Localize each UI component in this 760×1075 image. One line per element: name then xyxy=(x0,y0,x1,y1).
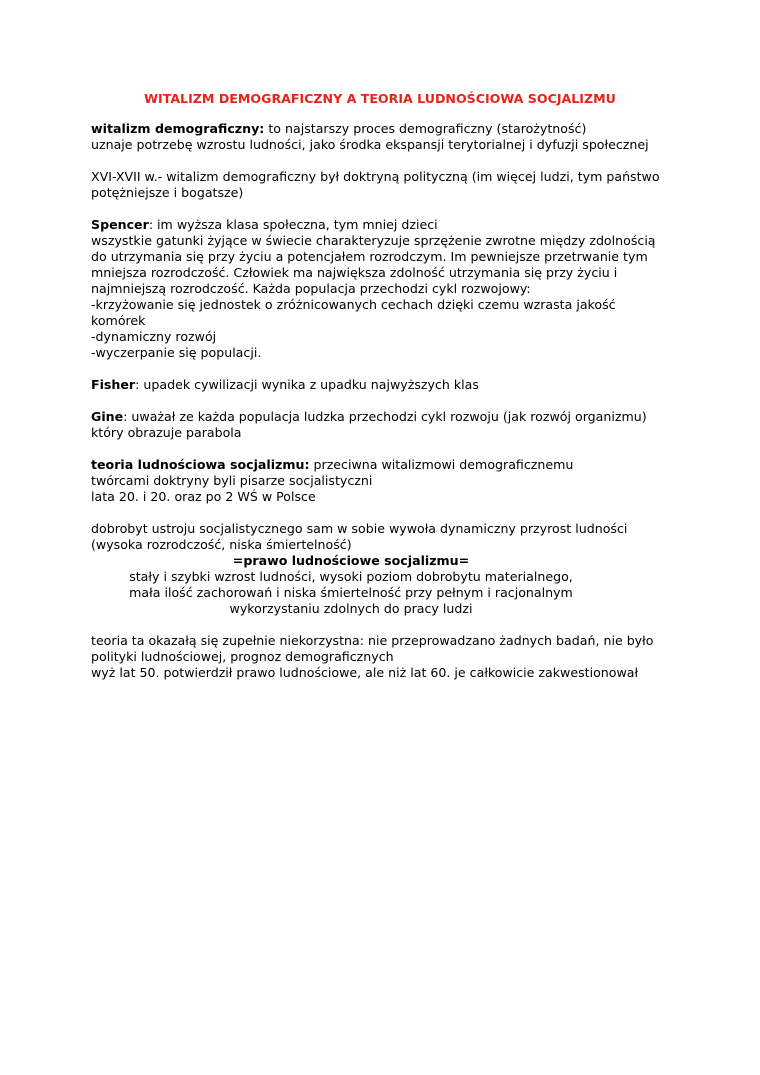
text-line xyxy=(91,377,671,393)
text-line: (wysoka rozrodczość, niska śmiertelność) xyxy=(91,537,352,552)
paragraph-teoria-socjalizmu xyxy=(91,457,671,505)
text-span: to najstarszy proces demograficzny (starożytność) xyxy=(264,121,587,136)
text-span: : upadek cywilizacji wynika z upadku najwyższych klas xyxy=(135,377,479,392)
term-teoria: teoria ludnościowa socjalizmu: xyxy=(91,457,310,472)
term-witalizm: witalizm demograficzny: xyxy=(91,121,265,136)
text-span: : im wyższa klasa społeczna, tym mniej dzieci xyxy=(148,217,438,232)
text-line: dobrobyt ustroju socjalistycznego sam w sobie wywoła dynamiczny przyrost ludności xyxy=(91,521,628,536)
text-line-centered: mała ilość zachorowań i niska śmiertelność przy pełnym i racjonalnym xyxy=(129,585,573,600)
term-fisher: Fisher xyxy=(91,377,136,392)
paragraph-gine xyxy=(91,409,671,441)
text-line-centered: wykorzystaniu zdolnych do pracy ludzi xyxy=(229,601,473,616)
text-line xyxy=(91,121,671,137)
law-heading: =prawo ludnościowe socjalizmu= xyxy=(232,553,470,568)
text-line: -dynamiczny rozwój xyxy=(91,329,217,344)
text-line xyxy=(91,457,671,473)
text-line xyxy=(91,217,671,233)
text-line-centered xyxy=(91,553,611,569)
document-title: WITALIZM DEMOGRAFICZNY A TEORIA LUDNOŚCIOWA SOCJALIZMU xyxy=(144,91,616,106)
paragraph-fisher xyxy=(91,377,671,393)
paragraph-ocena xyxy=(91,633,671,681)
text-line: uznaje potrzebę wzrostu ludności, jako środka ekspansji terytorialnej i dyfuzji społecznej xyxy=(91,137,649,152)
text-line: wyż lat 50. potwierdził prawo ludnościowe, ale niż lat 60. je całkowicie zakwestionował xyxy=(91,665,639,680)
text-line: XVI-XVII w.- witalizm demograficzny był doktryną polityczną (im więcej ludzi, tym państwo xyxy=(91,169,660,184)
text-line: -wyczerpanie się populacji. xyxy=(91,345,262,360)
text-line: polityki ludnościowej, prognoz demograficznych xyxy=(91,649,394,664)
text-line: mniejsza rozrodczość. Człowiek ma największa zdolność utrzymania się przy życiu i xyxy=(91,265,618,280)
text-line: który obrazuje parabola xyxy=(91,425,242,440)
paragraph-spencer xyxy=(91,217,671,361)
text-line: komórek xyxy=(91,313,146,328)
paragraph-xvi-xvii xyxy=(91,169,671,201)
term-gine: Gine xyxy=(91,409,124,424)
paragraph-dobrobyt xyxy=(91,521,671,617)
text-span: przeciwna witalizmowi demograficznemu xyxy=(309,457,574,472)
text-line: do utrzymania się przy życiu a potencjałem rozrodczym. Im pewniejsze przetrwanie tym xyxy=(91,249,648,264)
text-line: twórcami doktryny byli pisarze socjalistyczni xyxy=(91,473,373,488)
document-body xyxy=(91,121,671,697)
term-spencer: Spencer xyxy=(91,217,149,232)
text-span: : uważał ze każda populacja ludzka przechodzi cykl rozwoju (jak rozwój organizmu) xyxy=(123,409,647,424)
paragraph-witalizm xyxy=(91,121,671,153)
text-line-centered: stały i szybki wzrost ludności, wysoki poziom dobrobytu materialnego, xyxy=(129,569,573,584)
text-line: lata 20. i 20. oraz po 2 WŚ w Polsce xyxy=(91,489,316,504)
text-line: wszystkie gatunki żyjące w świecie charakteryzuje sprzężenie zwrotne między zdolnością xyxy=(91,233,656,248)
text-line xyxy=(91,409,671,425)
text-line: najmniejszą rozrodczość. Każda populacja przechodzi cykl rozwojowy: xyxy=(91,281,531,296)
text-line: -krzyżowanie się jednostek o zróżnicowanych cechach dzięki czemu wzrasta jakość xyxy=(91,297,616,312)
text-line: teoria ta okazałą się zupełnie niekorzystna: nie przeprowadzano żadnych badań, nie było xyxy=(91,633,654,648)
text-line: potężniejsze i bogatsze) xyxy=(91,185,244,200)
